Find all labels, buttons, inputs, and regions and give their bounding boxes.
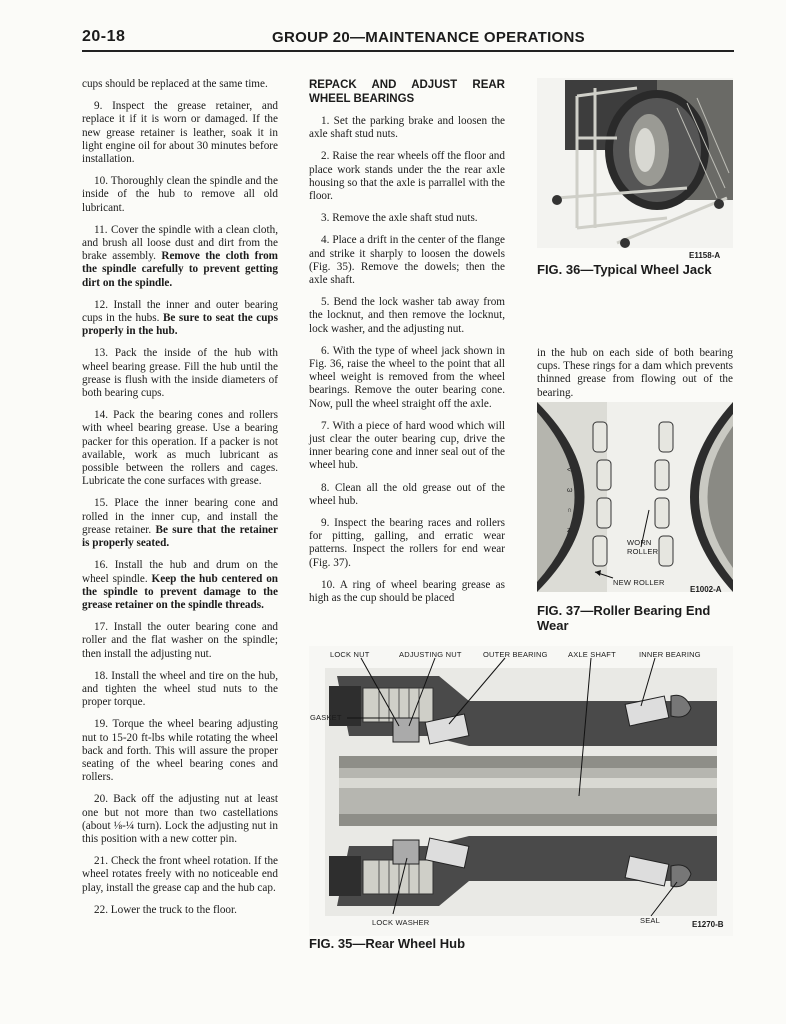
step-18: 18. Install the wheel and tire on the hub, and tighten the wheel stud nuts to the proper torque. xyxy=(82,669,279,709)
inner-bearing-label: INNER BEARING xyxy=(639,650,701,659)
svg-text:∩: ∩ xyxy=(567,507,573,514)
step-13: 13. Pack the inside of the hub with wheel bearing grease. Fill the hub until the grease is flush with the inside diameters of both bearing cups. xyxy=(82,347,279,400)
step-21: 21. Check the front wheel rotation. If the wheel rotates freely with no noticeable end play, install the grease cap and the hub cap. xyxy=(82,855,279,894)
worn-roller-label: WORN ROLLER xyxy=(627,538,659,556)
lock-nut-label: LOCK NUT xyxy=(330,650,370,659)
step-17: 17. Install the outer bearing cone and roller and the flat washer on the spindle; then install the adjusting nut. xyxy=(82,621,279,660)
roller-bearing-photo xyxy=(537,402,733,592)
page-number: 20-18 xyxy=(82,28,126,45)
step-1: 1. Set the parking brake and loosen the axle shaft stud nuts. xyxy=(309,115,506,141)
step-5: 5. Bend the lock washer tab away from the locknut, and then remove the locknut, lock washer, and the adjusting nut. xyxy=(309,296,506,335)
step-20: 20. Back off the adjusting nut at least one but not more than two castellations (about ⅛-¼ turn). Lock the adjusting nut in this position with a new cotter pin. xyxy=(82,793,278,845)
step-11: 11. Cover the spindle with a clean cloth, and brush all loose dust and dirt from the brake assembly. Remove the cloth from the spindle carefully to prevent getting dirt on the spindle. xyxy=(82,223,278,289)
figure-caption: FIG. 37—Roller Bearing End Wear xyxy=(537,603,711,633)
step-12: 12. Install the inner and outer bearing cups in the hubs. Be sure to seat the cups properly in the hub. xyxy=(82,298,279,338)
paragraph: cups should be replaced at the same time. xyxy=(82,78,268,90)
figure-code: E1158-A xyxy=(689,251,721,260)
new-roller-label: NEW ROLLER xyxy=(613,578,665,587)
figure-code: E1002-A xyxy=(690,585,722,594)
step-10: 10. A ring of wheel bearing grease as high as the cup should be placed xyxy=(309,578,505,605)
figure-code: E1270-B xyxy=(692,920,724,929)
step-16: 16. Install the hub and drum on the wheel spindle. Keep the hub centered on the spindle to prevent damage to the grease retainer on the spindle threads. xyxy=(82,559,279,611)
paragraph: in the hub on each side of both bearing cups. These rings for a dam which prevents thinned grease from flowing out of the bearing. xyxy=(537,347,733,399)
step-9: 9. Inspect the bearing races and rollers for pitting, galling, and erratic wear patterns. Inspect the rollers for end wear (Fig. 37). xyxy=(309,517,506,569)
figure-caption: FIG. 35—Rear Wheel Hub xyxy=(309,936,466,951)
step-15: 15. Place the inner bearing cone and rolled in the inner cup, and install the grease retainer. Be sure that the retainer is properly seated. xyxy=(82,497,279,550)
section-heading: REPACK AND ADJUST REAR WHEEL BEARINGS xyxy=(309,79,505,105)
text-column-1 xyxy=(82,78,278,926)
step-7: 7. With a piece of hard wood which will just clear the outer bearing cup, drive the inner bearing cone and inner seal out of the wheel hub. xyxy=(309,419,505,472)
step-4: 4. Place a drift in the center of the flange and strike it sharply to loosen the dowels (Fig. 35). Remove the dowels; then the axle shaft. xyxy=(309,234,505,287)
svg-text:z: z xyxy=(567,527,571,534)
step-2: 2. Raise the rear wheels off the floor and place work stands under the the rear axle housing so that the axle is parrallel with the floor. xyxy=(309,150,505,203)
step-9: 9. Inspect the grease retainer, and replace it if it is worn or damaged. If the new grease retainer is leather, soak it in light engine oil for about 30 minutes before installation. xyxy=(82,100,279,166)
step-3: 3. Remove the axle shaft stud nuts. xyxy=(321,212,478,225)
adjusting-nut-label: ADJUSTING NUT xyxy=(399,650,462,659)
header-rule xyxy=(82,50,734,52)
step-10: 10. Thoroughly clean the spindle and the inside of the hub to remove all old lubricant. xyxy=(82,175,278,214)
lock-washer-label: LOCK WASHER xyxy=(372,918,430,927)
step-8: 8. Clean all the old grease out of the wheel hub. xyxy=(309,481,506,507)
step-22: 22. Lower the truck to the floor. xyxy=(94,903,237,916)
page-header-title: GROUP 20—MAINTENANCE OPERATIONS xyxy=(272,29,585,46)
seal-label: SEAL xyxy=(640,916,660,925)
outer-bearing-label: OUTER BEARING xyxy=(483,650,548,659)
svg-text:<: < xyxy=(567,467,572,474)
gasket-label: GASKET xyxy=(310,713,342,722)
axle-shaft-label: AXLE SHAFT xyxy=(568,650,616,659)
rear-wheel-hub-drawing xyxy=(309,646,733,936)
figure-caption: FIG. 36—Typical Wheel Jack xyxy=(537,262,712,277)
svg-text:ω: ω xyxy=(567,487,573,494)
step-14: 14. Pack the bearing cones and rollers with wheel bearing grease. Use a bearing packer for this operation. If a packer is not available, work as much lubricant as possible between the rollers and cages. Lubricate the cone surfaces with grease. xyxy=(82,409,278,488)
step-19: 19. Torque the wheel bearing adjusting nut to 15-20 ft-lbs while rotating the wheel back and forth. This will assure the proper seating of the wheel bearing cones and rollers. xyxy=(82,718,278,784)
text-column-2 xyxy=(309,78,505,614)
wheel-jack-photo xyxy=(537,78,733,248)
step-6: 6. With the type of wheel jack shown in Fig. 36, raise the wheel to the point that all wheel weight is removed from the wheel bearings. Remove the outer bearing cone. Now, pull the wheel straight off the axle. xyxy=(309,344,505,410)
